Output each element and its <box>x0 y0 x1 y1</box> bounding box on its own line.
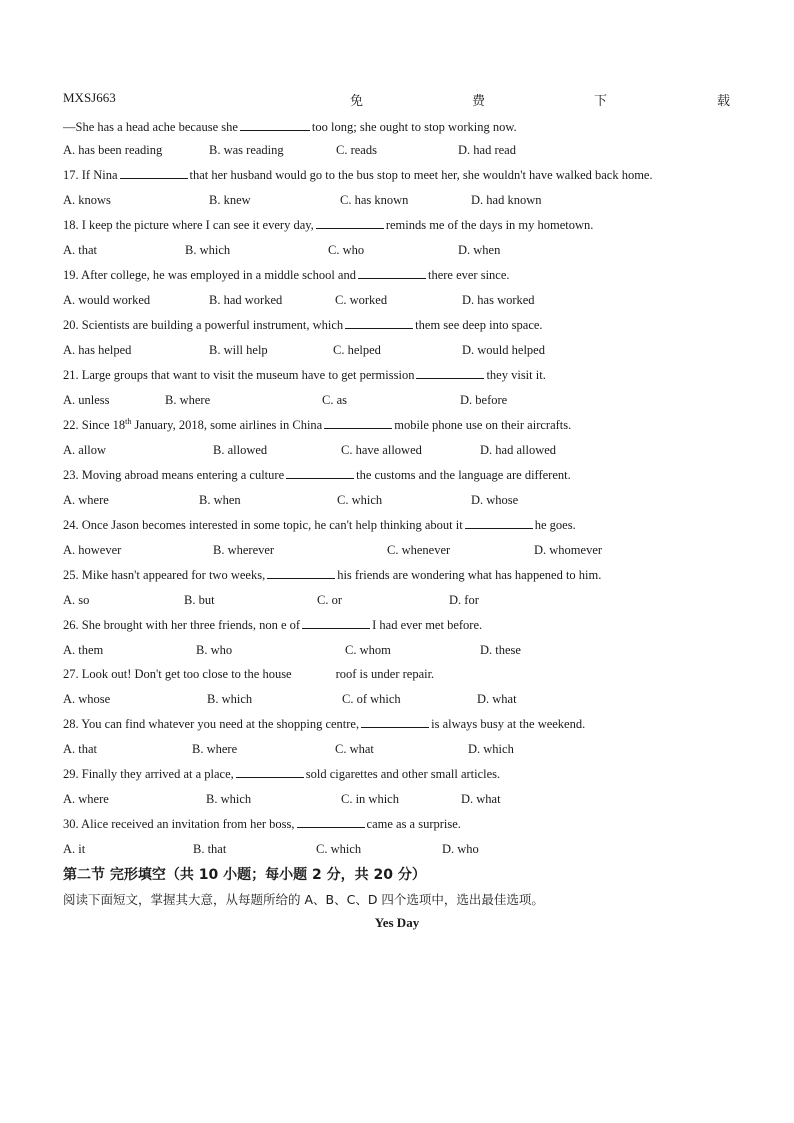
answer-blank <box>416 366 484 379</box>
option-b: B. that <box>193 842 227 856</box>
option-a: A. has been reading <box>63 143 163 157</box>
option-d: D. these <box>480 643 521 657</box>
option-c: C. as <box>322 393 347 407</box>
question-19-stem: 19. After college, he was employed in a middle school and there ever since. <box>63 268 510 282</box>
page-header <box>63 90 730 110</box>
option-b: B. will help <box>209 343 268 357</box>
option-c: C. of which <box>342 692 401 706</box>
option-a: A. where <box>63 792 109 806</box>
option-d: D. what <box>461 792 501 806</box>
option-b: B. where <box>165 393 211 407</box>
answer-blank <box>302 616 370 629</box>
question-25-options <box>63 592 743 608</box>
answer-blank <box>294 666 334 678</box>
option-b: B. allowed <box>213 443 268 457</box>
question-29-options <box>63 791 743 807</box>
question-21-stem: 21. Large groups that want to visit the museum have to get permission they visit it. <box>63 368 546 382</box>
question-22-options <box>63 442 743 458</box>
section-instruction: 阅读下面短文，掌握其大意，从每题所给的 A、B、C、D 四个选项中，选出最佳选项。 <box>63 892 544 907</box>
option-b: B. knew <box>209 193 251 207</box>
answer-blank <box>465 516 533 529</box>
option-d: D. whomever <box>534 543 603 557</box>
option-a: A. however <box>63 543 122 557</box>
question-18-options <box>63 242 743 258</box>
option-c: C. helped <box>333 343 381 357</box>
option-d: D. when <box>458 243 501 257</box>
answer-blank <box>286 466 354 479</box>
option-d: D. had read <box>458 143 516 157</box>
option-d: D. which <box>468 742 514 756</box>
answer-blank <box>267 566 335 579</box>
option-b: B. was reading <box>209 143 284 157</box>
answer-blank <box>324 416 392 429</box>
option-a: A. so <box>63 593 90 607</box>
option-d: D. had allowed <box>480 443 557 457</box>
answer-blank <box>361 715 429 728</box>
option-d: D. had known <box>471 193 542 207</box>
passage-title: Yes Day <box>374 915 420 930</box>
option-c: C. reads <box>336 143 377 157</box>
question-28-options <box>63 741 743 757</box>
question-16-options <box>63 142 743 158</box>
option-a: A. them <box>63 643 104 657</box>
question-25-stem: 25. Mike hasn't appeared for two weeks, his friends are wondering what has happened to him. <box>63 568 602 582</box>
question-29-stem: 29. Finally they arrived at a place, sold cigarettes and other small articles. <box>63 767 501 781</box>
section-heading: 第二节 完形填空（共 10 小题；每小题 2 分，共 20 分） <box>63 867 426 883</box>
question-27-options <box>63 691 743 707</box>
question-30-stem: 30. Alice received an invitation from her boss, came as a surprise. <box>63 817 461 831</box>
option-c: C. worked <box>335 293 388 307</box>
option-b: B. which <box>185 243 231 257</box>
option-d: D. what <box>477 692 517 706</box>
option-d: D. for <box>449 593 479 607</box>
question-20-stem: 20. Scientists are building a powerful instrument, which them see deep into space. <box>63 318 543 332</box>
option-b: B. but <box>184 593 215 607</box>
answer-blank <box>236 765 304 778</box>
question-26-stem: 26. She brought with her three friends, non e of I had ever met before. <box>63 618 483 632</box>
option-a: A. knows <box>63 193 111 207</box>
option-b: B. had worked <box>209 293 283 307</box>
question-16-stem: —She has a head ache because she too long; she ought to stop working now. <box>63 120 517 134</box>
header-char-2: 费 <box>472 93 486 108</box>
option-a: A. that <box>63 243 98 257</box>
header-char-3: 下 <box>594 93 608 108</box>
answer-blank <box>345 316 413 329</box>
option-c: C. whom <box>345 643 391 657</box>
option-c: C. whenever <box>387 543 451 557</box>
option-b: B. which <box>206 792 252 806</box>
question-22-stem: 22. Since 18th January, 2018, some airlines in China mobile phone use on their aircrafts. <box>63 416 572 432</box>
question-20-options <box>63 342 743 358</box>
option-d: D. would helped <box>462 343 545 357</box>
answer-blank <box>358 266 426 279</box>
option-a: A. whose <box>63 692 111 706</box>
option-c: C. which <box>316 842 362 856</box>
question-21-options <box>63 392 743 408</box>
question-27-stem: 27. Look out! Don't get too close to the house roof is under repair. <box>63 667 435 681</box>
question-24-stem: 24. Once Jason becomes interested in some topic, he can't help thinking about it he goes. <box>63 518 576 532</box>
question-17-options <box>63 192 743 208</box>
answer-blank <box>120 166 188 179</box>
question-18-stem: 18. I keep the picture where I can see it every day, reminds me of the days in my hometown. <box>63 218 594 232</box>
question-23-options <box>63 492 743 508</box>
option-a: A. that <box>63 742 98 756</box>
question-24-options <box>63 542 743 558</box>
header-code: MXSJ663 <box>63 90 116 105</box>
option-b: B. wherever <box>213 543 275 557</box>
option-b: B. which <box>207 692 253 706</box>
option-d: D. before <box>460 393 508 407</box>
option-c: C. what <box>335 742 374 756</box>
option-a: A. would worked <box>63 293 151 307</box>
option-c: C. or <box>317 593 342 607</box>
option-a: A. unless <box>63 393 110 407</box>
option-a: A. allow <box>63 443 107 457</box>
option-b: B. who <box>196 643 233 657</box>
question-30-options <box>63 841 743 857</box>
option-b: B. when <box>199 493 241 507</box>
option-a: A. where <box>63 493 109 507</box>
option-c: C. which <box>337 493 383 507</box>
option-d: D. has worked <box>462 293 535 307</box>
answer-blank <box>297 815 365 828</box>
option-a: A. has helped <box>63 343 132 357</box>
question-19-options <box>63 292 743 308</box>
option-c: C. who <box>328 243 365 257</box>
question-17-stem: 17. If Nina that her husband would go to the bus stop to meet her, she wouldn't have walked back home. <box>63 168 653 182</box>
question-26-options <box>63 642 743 658</box>
option-c: C. has known <box>340 193 409 207</box>
option-c: C. in which <box>341 792 399 806</box>
option-c: C. have allowed <box>341 443 422 457</box>
option-d: D. who <box>442 842 479 856</box>
question-28-stem: 28. You can find whatever you need at the shopping centre, is always busy at the weekend. <box>63 717 586 731</box>
header-char-1: 免 <box>350 93 364 108</box>
header-char-4: 载 <box>716 93 730 108</box>
option-b: B. where <box>192 742 238 756</box>
answer-blank <box>240 118 310 131</box>
option-d: D. whose <box>471 493 519 507</box>
question-23-stem: 23. Moving abroad means entering a culture the customs and the language are different. <box>63 468 571 482</box>
answer-blank <box>316 216 384 229</box>
option-a: A. it <box>63 842 86 856</box>
